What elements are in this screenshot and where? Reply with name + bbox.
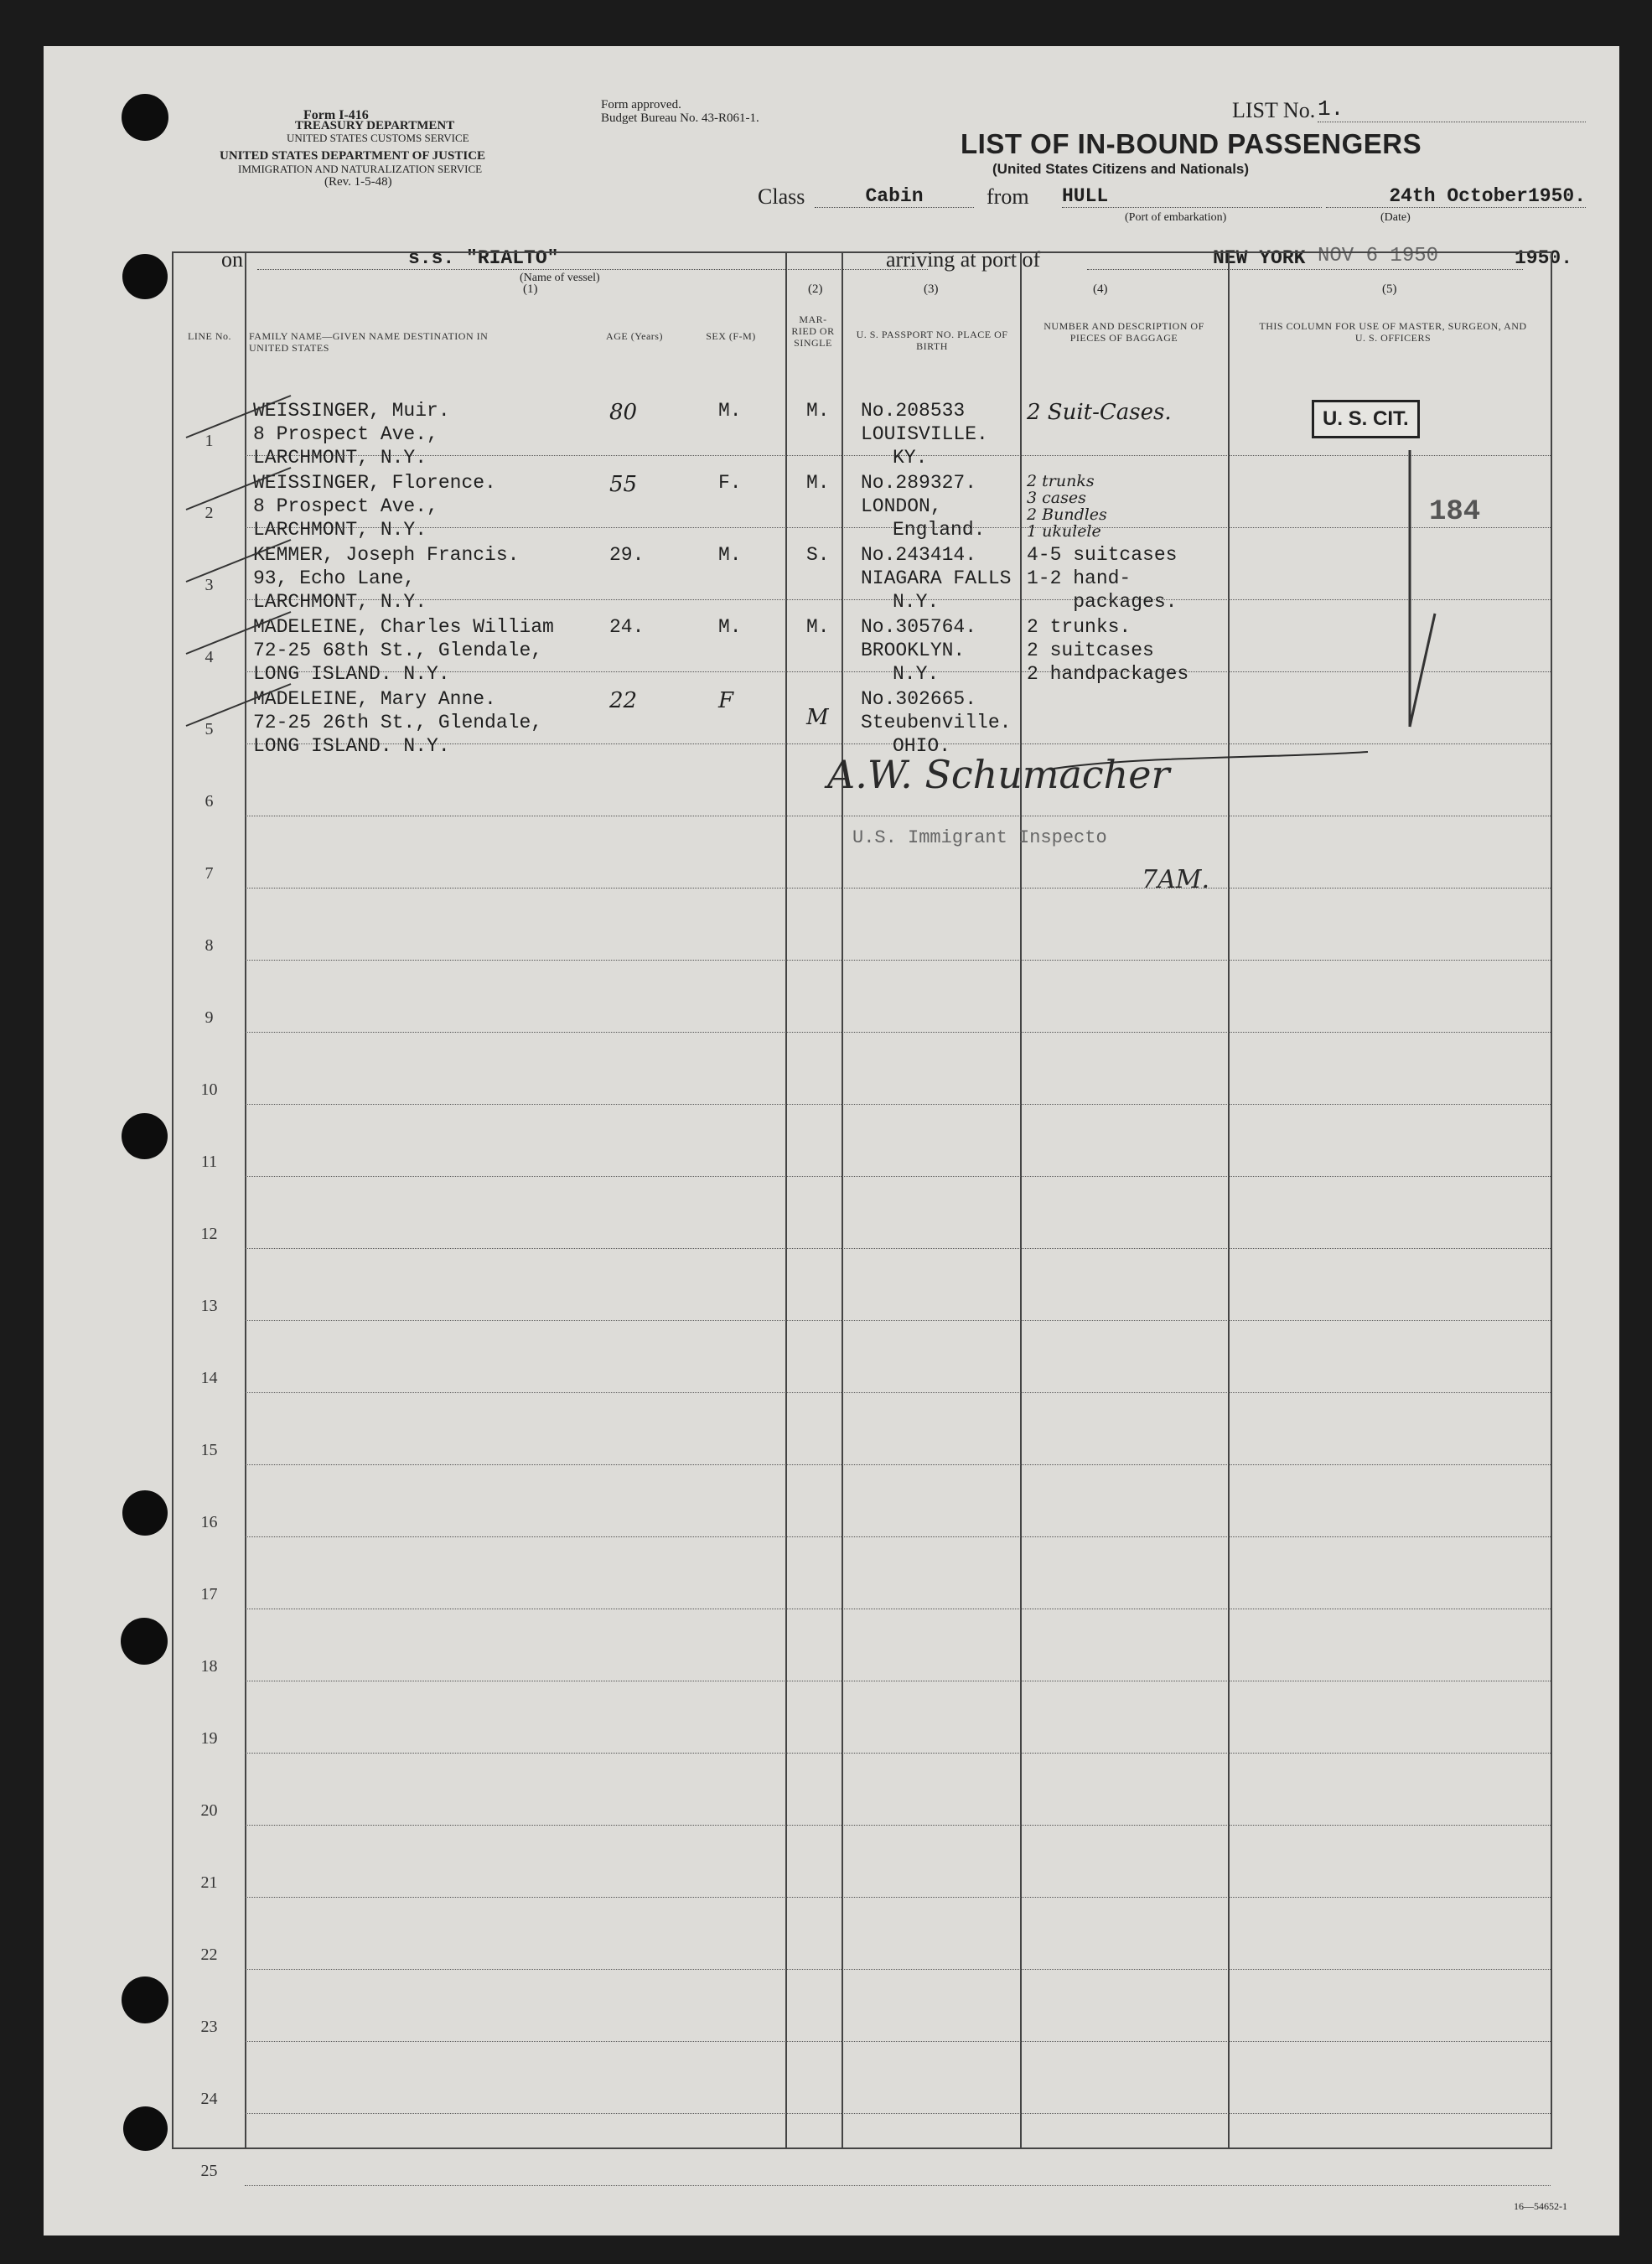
passenger-baggage: 2 Bundles (1027, 505, 1107, 524)
passenger-birthplace: BROOKLYN. (861, 640, 966, 661)
row-line (245, 2041, 1551, 2042)
date-caption: (Date) (1380, 211, 1411, 224)
line-number: 1 (205, 432, 214, 450)
on-label: on (221, 247, 243, 272)
row-line (245, 1825, 1551, 1826)
passenger-sex: F. (718, 472, 742, 494)
line-number: 18 (200, 1657, 218, 1676)
passenger-birthplace-state: OHIO. (893, 735, 951, 757)
passenger-marital-status: M. (806, 472, 830, 494)
col-head-married: MAR-RIED OR SINGLE (791, 313, 835, 349)
signature-underline (1054, 743, 1372, 777)
passenger-baggage: 1-2 hand- (1027, 567, 1132, 589)
line-number: 25 (200, 2162, 218, 2180)
row-line (245, 1536, 1551, 1537)
customs-label: UNITED STATES CUSTOMS SERVICE (287, 132, 469, 144)
punch-hole (122, 1976, 168, 2023)
passenger-birthplace: LONDON, (861, 495, 942, 517)
passenger-marital-status: M. (806, 400, 830, 422)
passenger-marital-status: M (806, 705, 829, 730)
passenger-marital-status: S. (806, 544, 830, 566)
passenger-name: WEISSINGER, Muir. (253, 400, 450, 422)
passenger-sex: M. (718, 544, 742, 566)
officer-number: 184 (1429, 496, 1481, 528)
row-line (245, 960, 1551, 961)
class-label: Class (758, 184, 805, 209)
passenger-baggage: 2 handpackages (1027, 663, 1189, 685)
arrival-year: 1950. (1515, 247, 1573, 269)
page-subtitle: (United States Citizens and Nationals) (992, 161, 1250, 177)
passenger-birthplace-state: KY. (893, 447, 928, 469)
arrival-date-stamp: NOV 6 1950 (1318, 245, 1439, 267)
line-number: 21 (200, 1873, 218, 1892)
row-line (245, 1320, 1551, 1321)
row-line (245, 1753, 1551, 1754)
date-value: 24th October1950. (1326, 185, 1586, 208)
punch-hole (122, 254, 168, 299)
row-line (245, 2185, 1551, 2186)
line-number: 2 (205, 504, 214, 522)
punch-hole (123, 2106, 168, 2151)
col-head-baggage: NUMBER AND DESCRIPTION OF PIECES OF BAGGAGE (1044, 320, 1204, 344)
passenger-passport-no: No.302665. (861, 688, 977, 710)
passenger-address-city: LARCHMONT, N.Y. (253, 447, 427, 469)
passenger-address-street: 93, Echo Lane, (253, 567, 416, 589)
passenger-birthplace-state: N.Y. (893, 591, 940, 613)
punch-hole (122, 1490, 168, 1536)
passenger-birthplace: Steubenville. (861, 712, 1012, 733)
col-number-2: (2) (808, 282, 823, 296)
officer-check-mark (1343, 450, 1443, 752)
line-number: 16 (200, 1513, 218, 1531)
passenger-address-street: 72-25 68th St., Glendale, (253, 640, 543, 661)
footer-code: 16—54652-1 (1514, 2200, 1567, 2212)
revision-label: (Rev. 1-5-48) (324, 175, 392, 189)
passenger-passport-no: No.305764. (861, 616, 977, 638)
passenger-birthplace-state: England. (893, 519, 986, 541)
passenger-address-city: LONG ISLAND. N.Y. (253, 663, 450, 685)
passenger-baggage: 2 trunks. (1027, 616, 1132, 638)
page-title: LIST OF IN-BOUND PASSENGERS (961, 128, 1422, 159)
vessel-caption: (Name of vessel) (520, 272, 600, 284)
passenger-passport-no: No.289327. (861, 472, 977, 494)
col-number-4: (4) (1093, 282, 1108, 296)
passenger-age: 29. (609, 544, 645, 566)
line-number: 23 (200, 2018, 218, 2036)
line-number: 13 (200, 1297, 218, 1315)
passenger-name: KEMMER, Joseph Francis. (253, 544, 520, 566)
line-number: 11 (200, 1153, 218, 1171)
passenger-age: 24. (609, 616, 645, 638)
passenger-name: WEISSINGER, Florence. (253, 472, 496, 494)
line-number: 4 (205, 648, 214, 666)
form-number: Form I-416 (303, 108, 369, 122)
col-head-passport: U. S. PASSPORT NO. PLACE OF BIRTH (856, 329, 1008, 352)
row-line (245, 1897, 1551, 1898)
passenger-sex: F (718, 688, 734, 713)
passenger-address-city: LARCHMONT, N.Y. (253, 591, 427, 613)
col-head-sex: SEX (F-M) (706, 330, 756, 342)
justice-label: UNITED STATES DEPARTMENT OF JUSTICE (220, 149, 486, 163)
passenger-baggage: 2 trunks (1027, 472, 1095, 490)
col-head-line-no: LINE No. (188, 330, 231, 342)
passenger-name: MADELEINE, Charles William (253, 616, 554, 638)
passenger-passport-no: No.208533 (861, 400, 966, 422)
citizenship-stamp: U. S. CIT. (1312, 400, 1420, 438)
passenger-name: MADELEINE, Mary Anne. (253, 688, 496, 710)
col-head-name: FAMILY NAME—GIVEN NAME DESTINATION IN UNITED STATES (249, 330, 489, 354)
passenger-birthplace-state: N.Y. (893, 663, 940, 685)
row-line (245, 1248, 1551, 1249)
passenger-baggage: 1 ukulele (1027, 522, 1101, 541)
inspector-time: 7AM. (1142, 865, 1210, 894)
list-no-label: LIST No. (1232, 98, 1316, 122)
vessel-value: s.s. "RIALTO" (257, 247, 928, 270)
form-approved: Form approved. (601, 98, 681, 111)
arriving-label: arriving at port of (886, 247, 1041, 272)
passenger-baggage: packages. (1027, 591, 1178, 613)
passenger-baggage: 4-5 suitcases (1027, 544, 1178, 566)
passenger-baggage: 2 Suit-Cases. (1027, 400, 1172, 425)
col-number-3: (3) (924, 282, 939, 296)
punch-hole (121, 1618, 168, 1665)
col-number-1: (1) (523, 282, 538, 296)
row-line (245, 1176, 1551, 1177)
line-number: 14 (200, 1369, 218, 1387)
col-head-age: AGE (Years) (606, 330, 663, 342)
passenger-birthplace: LOUISVILLE. (861, 423, 988, 445)
line-number: 15 (200, 1441, 218, 1459)
passenger-baggage: 3 cases (1027, 489, 1086, 507)
line-number: 10 (200, 1080, 218, 1099)
passenger-sex: M. (718, 400, 742, 422)
passenger-address-street: 8 Prospect Ave., (253, 495, 438, 517)
passenger-address-city: LONG ISLAND. N.Y. (253, 735, 450, 757)
passenger-passport-no: No.243414. (861, 544, 977, 566)
from-label: from (987, 184, 1029, 209)
col-number-5: (5) (1382, 282, 1397, 296)
passenger-marital-status: M. (806, 616, 830, 638)
row-line (245, 888, 1551, 889)
passenger-age: 55 (609, 472, 638, 497)
punch-hole (122, 94, 168, 141)
line-number: 19 (200, 1729, 218, 1748)
row-line (245, 1032, 1551, 1033)
line-number: 20 (200, 1801, 218, 1820)
passenger-age: 80 (609, 400, 638, 425)
line-number: 5 (205, 720, 214, 738)
ins-label: IMMIGRATION AND NATURALIZATION SERVICE (238, 163, 483, 175)
line-number: 3 (205, 576, 214, 594)
treasury-label: TREASURY DEPARTMENT (295, 119, 455, 132)
passenger-sex: M. (718, 616, 742, 638)
list-no-value: 1. (1318, 96, 1586, 122)
line-number: 24 (200, 2090, 218, 2108)
port-caption: (Port of embarkation) (1125, 211, 1227, 224)
row-line (245, 2113, 1551, 2114)
budget-bureau: Budget Bureau No. 43-R061-1. (601, 111, 759, 125)
line-number: 12 (200, 1225, 218, 1243)
row-line (245, 1969, 1551, 1970)
line-number: 22 (200, 1945, 218, 1964)
line-number: 7 (205, 864, 214, 883)
row-line (245, 1464, 1551, 1465)
inspector-title: U.S. Immigrant Inspecto (852, 827, 1107, 848)
passenger-table (172, 251, 1552, 2180)
line-number: 8 (205, 936, 214, 955)
col-head-officers: THIS COLUMN FOR USE OF MASTER, SURGEON, AND U. S. OFFICERS (1259, 320, 1527, 344)
passenger-address-city: LARCHMONT, N.Y. (253, 519, 427, 541)
passenger-age: 22 (609, 688, 638, 713)
row-line (245, 1392, 1551, 1393)
passenger-baggage: 2 suitcases (1027, 640, 1154, 661)
class-value: Cabin (815, 185, 974, 208)
passenger-birthplace: NIAGARA FALLS (861, 567, 1012, 589)
inspector-signature: A.W. Schumacher (827, 752, 1170, 797)
from-value: HULL (1062, 185, 1322, 208)
line-number: 17 (200, 1585, 218, 1603)
line-number: 9 (205, 1008, 214, 1027)
punch-hole (122, 1113, 168, 1159)
row-line (245, 1104, 1551, 1105)
arrival-port: NEW YORK (1087, 247, 1523, 270)
line-number: 6 (205, 792, 214, 811)
passenger-address-street: 72-25 26th St., Glendale, (253, 712, 543, 733)
passenger-address-street: 8 Prospect Ave., (253, 423, 438, 445)
